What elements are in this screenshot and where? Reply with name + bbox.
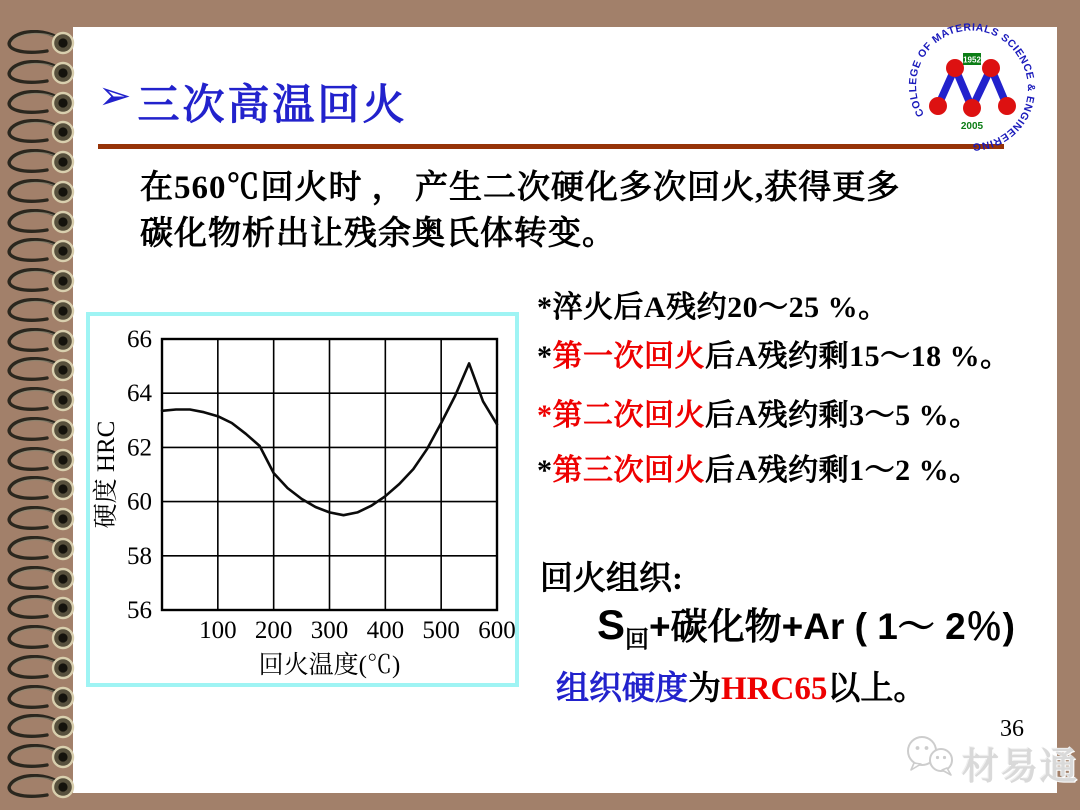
title-underline [98,144,1004,149]
svg-text:200: 200 [254,617,293,644]
svg-text:64: 64 [127,380,152,408]
title-arrow-icon: ➢ [98,73,132,118]
spiral-ring-icon [2,625,80,655]
spiral-ring-icon [2,685,80,715]
bullet-marker: * [537,399,553,432]
spiral-ring-icon [2,774,80,804]
spiral-ring-icon [2,90,80,120]
svg-text:COLLEGE OF MATERIALS SCIENCE &: COLLEGE OF MATERIALS SCIENCE & ENGINEERING [907,21,1037,153]
structure-hardness-line [556,662,926,709]
bullet-marker: * [537,340,553,373]
spiral-ring-icon [2,268,80,298]
bullet-black-text: 后A残约剩15～18 %。 [705,340,1011,373]
spiral-ring-icon [2,744,80,774]
spiral-ring-icon [2,595,80,625]
spiral-ring-icon [2,357,80,387]
intro-line-1: 在560℃回火时 ， 产生二次硬化多次回火,获得更多 [140,170,901,206]
svg-text:56: 56 [127,597,152,624]
page-number: 36 [1000,716,1024,742]
spiral-ring-icon [2,655,80,685]
spiral-ring-icon [2,149,80,179]
formula-base: S [597,601,626,648]
spiral-ring-icon [2,566,80,596]
spiral-ring-icon [2,209,80,239]
svg-text:66: 66 [127,326,152,353]
svg-text:60: 60 [127,488,152,516]
bullet-red-text: 第一次回火 [552,340,705,373]
hardness-chart [86,312,519,687]
bullet-red-text: 第三次回火 [552,454,705,487]
svg-text:2005: 2005 [960,121,984,132]
bullet-black-text: 后A残约剩3～5 %。 [705,399,980,432]
svg-text:62: 62 [127,434,152,462]
spiral-ring-icon [2,417,80,447]
bullet-red-text: 第二次回火 [552,399,705,432]
bullet-marker: * [537,291,553,324]
formula-subscript: 回 [625,626,650,654]
svg-text:500: 500 [422,617,460,644]
spiral-ring-icon [2,506,80,536]
hardness-chart-svg [90,316,515,683]
watermark-text: 材易通 [962,747,1079,788]
spiral-ring-icon [2,238,80,268]
spiral-ring-icon [2,119,80,149]
spiral-ring-icon [2,30,80,60]
svg-text:58: 58 [127,542,152,570]
svg-text:1952: 1952 [963,55,981,65]
spiral-ring-icon [2,328,80,358]
svg-text:100: 100 [199,617,237,644]
formula-rest: +碳化物+Ar ( 1～ 2％) [649,606,1015,647]
spiral-ring-icon [2,298,80,328]
bullet-black-text: 淬火后A残约20～25 %。 [552,291,889,324]
spiral-ring-icon [2,476,80,506]
bullet-first-temper [537,331,1011,375]
bullet-black-text: 后A残约剩1～2 %。 [705,454,980,487]
spiral-ring-icon [2,387,80,417]
svg-text:300: 300 [310,617,349,644]
svg-text:回火温度(℃): 回火温度(℃) [258,652,401,679]
bullet-marker: * [537,454,553,487]
spiral-ring-icon [2,536,80,566]
bullet-quench [537,282,889,326]
temper-structure-formula [597,596,1015,654]
svg-text:硬度 HRC: 硬度 HRC [93,420,120,529]
temper-structure-label: 回火组织: [540,561,683,597]
wechat-icon [901,734,959,782]
page-title [98,72,408,132]
hardness-blue-text: 组织硬度 [556,671,688,707]
bullet-third-temper [537,445,980,489]
hardness-black-suffix: 以上。 [827,671,927,707]
spiral-ring-icon [2,714,80,744]
title-text: 三次高温回火 [137,83,408,129]
hardness-black-text: 为 [688,671,721,707]
college-logo [903,20,1041,158]
svg-text:600: 600 [478,617,515,644]
svg-text:400: 400 [366,617,405,644]
spiral-ring-icon [2,447,80,477]
hardness-red-value: HRC65 [721,671,828,707]
spiral-ring-icon [2,60,80,90]
intro-text [140,165,1020,257]
intro-line-2: 碳化物析出让残余奥氏体转变。 [140,216,616,252]
spiral-ring-icon [2,179,80,209]
bullet-second-temper [537,390,980,434]
